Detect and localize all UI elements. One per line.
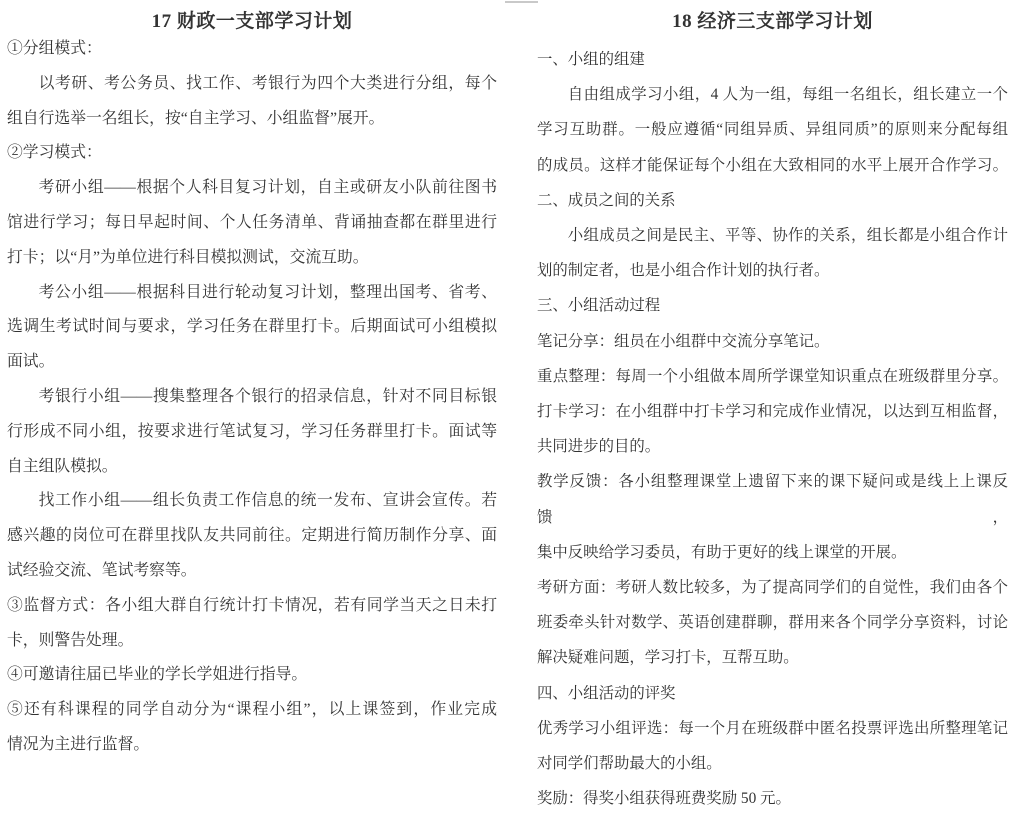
text-line: 情况为主进行监督。 xyxy=(7,735,150,753)
text-line: 卡，则警告处理。 xyxy=(7,631,134,649)
text-line: ①分组模式： xyxy=(7,40,102,57)
text-line: 行形成不同小组，按要求进行笔试复习，学习任务群里打卡。面试等 xyxy=(7,422,497,440)
text-line: 集中反映给学习委员，有助于更好的线上课堂的开展。 xyxy=(537,543,907,561)
text-line: 重点整理：每周一个小组做本周所学课堂知识重点在班级群里分享。 xyxy=(537,367,1008,385)
text-line: 打卡；以“月”为单位进行科目模拟测试，交流互助。 xyxy=(7,248,369,266)
page-right xyxy=(537,0,1008,808)
text-line: 共同进步的目的。 xyxy=(537,438,661,456)
text-line: 三、小组活动过程 xyxy=(537,297,661,315)
text-line: 试经验交流、笔试考察等。 xyxy=(7,561,197,579)
text-line: 自主组队模拟。 xyxy=(7,457,118,475)
page-body-right xyxy=(537,42,1008,816)
text-line: 找工作小组——组长负责工作信息的统一发布、宣讲会宣传。若 xyxy=(38,492,497,510)
text-line: 选调生考试时间与要求，学习任务在群里打卡。后期面试可小组模拟 xyxy=(7,318,497,336)
page-title-right: 18 经济三支部学习计划 xyxy=(672,11,873,32)
text-line: 二、成员之间的关系 xyxy=(537,191,676,209)
text-line: 解决疑难问题，学习打卡，互帮互助。 xyxy=(537,649,799,667)
text-line: 考银行小组——搜集整理各个银行的招录信息，针对不同目标银 xyxy=(38,387,497,405)
text-line: 馆进行学习；每日早起时间、个人任务清单、背诵抽查都在群里进行 xyxy=(7,213,497,231)
page-title-left: 17 财政一支部学习计划 xyxy=(151,11,353,32)
text-line: 以考研、考公务员、找工作、考银行为四个大类进行分组，每个 xyxy=(38,74,497,92)
text-line: 的成员。这样才能保证每个小组在大致相同的水平上展开合作学习。 xyxy=(537,156,1008,174)
text-line: 自由组成学习小组，4 人为一组，每组一名组长，组长建立一个 xyxy=(567,86,1008,104)
text-line: 一、小组的组建 xyxy=(537,51,645,68)
text-line: ③监督方式：各小组大群自行统计打卡情况，若有同学当天之日未打 xyxy=(7,596,497,614)
text-line: 对同学们帮助最大的小组。 xyxy=(537,755,722,773)
page-body-left xyxy=(7,32,497,763)
page-left xyxy=(7,0,497,768)
text-line: 班委牵头针对数学、英语创建群聊，群用来各个同学分享资料，讨论 xyxy=(537,614,1008,632)
text-line: ②学习模式： xyxy=(7,144,102,162)
text-line: 考研方面：考研人数比较多，为了提高同学们的自觉性，我们由各个 xyxy=(537,579,1008,597)
text-line: 四、小组活动的评奖 xyxy=(537,684,676,702)
text-line: 学习互助群。一般应遵循“同组异质、异组同质”的原则来分配每组 xyxy=(537,121,1008,139)
text-line: 小组成员之间是民主、平等、协作的关系，组长都是小组合作计 xyxy=(567,227,1008,245)
text-line: ⑤还有科课程的同学自动分为“课程小组”，以上课签到，作业完成 xyxy=(7,701,497,719)
text-line: 组自行选举一名组长，按“自主学习、小组监督”展开。 xyxy=(7,109,385,127)
text-line: 奖励：得奖小组获得班费奖励 50 元。 xyxy=(537,790,791,808)
text-line: 打卡学习：在小组群中打卡学习和完成作业情况，以达到互相监督， xyxy=(537,403,1008,421)
text-line: 考研小组——根据个人科目复习计划，自主或研友小队前往图书 xyxy=(38,179,497,197)
text-line: 教学反馈：各小组整理课堂上遗留下来的课下疑问或是线上上课反馈， xyxy=(537,473,1008,526)
text-line: 面试。 xyxy=(7,353,55,371)
page-break-mark xyxy=(505,1,538,3)
text-line: 考公小组——根据科目进行轮动复习计划，整理出国考、省考、 xyxy=(38,283,497,301)
text-line: 划的制定者，也是小组合作计划的执行者。 xyxy=(537,262,830,280)
text-line: ④可邀请往届已毕业的学长学姐进行指导。 xyxy=(7,666,308,684)
text-line: 优秀学习小组评选：每一个月在班级群中匿名投票评选出所整理笔记 xyxy=(537,719,1008,737)
text-line: 感兴趣的岗位可在群里找队友共同前往。定期进行简历制作分享、面 xyxy=(7,527,497,545)
text-line: 笔记分享：组员在小组群中交流分享笔记。 xyxy=(537,332,830,350)
